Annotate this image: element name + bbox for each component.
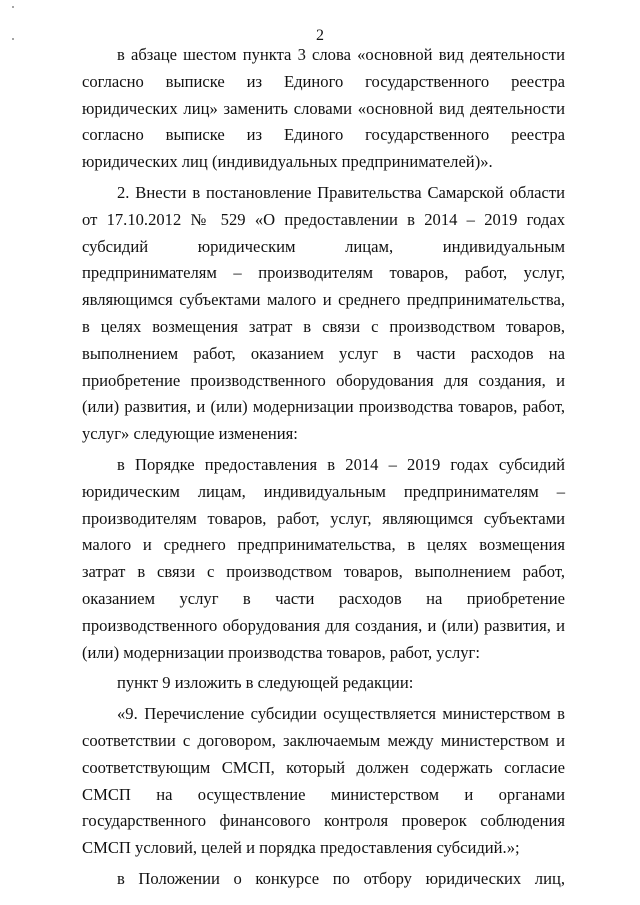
page-number: 2 [316,27,324,44]
paragraph-amendment-point3: в абзаце шестом пункта 3 слова «основной вид деятельности согласно выписке из Единого государственного реестра юридических лиц» заменить словами «основной вид деятельности согласно выписке из Единого государственного реестра юридических лиц (индивидуальных предпринимателей)». [82,45,565,172]
paragraph-procedure: в Порядке предоставления в 2014 – 2019 годах субсидий юридическим лицам, индивидуальным предпринимателям – производителям товаров, работ, услуг, являющимся субъектами малого и среднего предпринимательства, в целях возмещения затрат в связи с производством товаров, выполнением работ, оказанием услуг в части расходов на приобретение производственного оборудования для создания, и (или) развития, и (или) модернизации производства товаров, работ, услуг: [82,454,565,662]
paragraph-point9-text: «9. Перечисление субсидии осуществляется министерством в соответствии с договором, заключаемым между министерством и соответствующим СМСП, который должен содержать согласие СМСП на осуществление министерством и органами государственного финансового контроля проверок соблюдения СМСП условий, целей и порядка предоставления субсидий.»; [82,704,565,858]
paragraph-regulation: в Положении о конкурсе по отбору юридических лиц, [117,868,565,888]
document-body [82,42,565,893]
scan-speck [12,6,14,8]
paragraph-point9-intro: пункт 9 изложить в следующей редакции: [117,673,414,693]
paragraph-item-2: 2. Внести в постановление Правительства Самарской области от 17.10.2012 № 529 «О предоставлении в 2014 – 2019 годах субсидий юридическим лицам, индивидуальным предпринимателям – производителям товаров, работ, услуг, являющимся субъектами малого и среднего предпринимательства, в целях возмещения затрат в связи с производством товаров, выполнением работ, оказанием услуг в части расходов на приобретение производственного оборудования для создания, и (или) развития, и (или) модернизации производства товаров, работ, услуг» следующие изменения: [82,182,565,444]
